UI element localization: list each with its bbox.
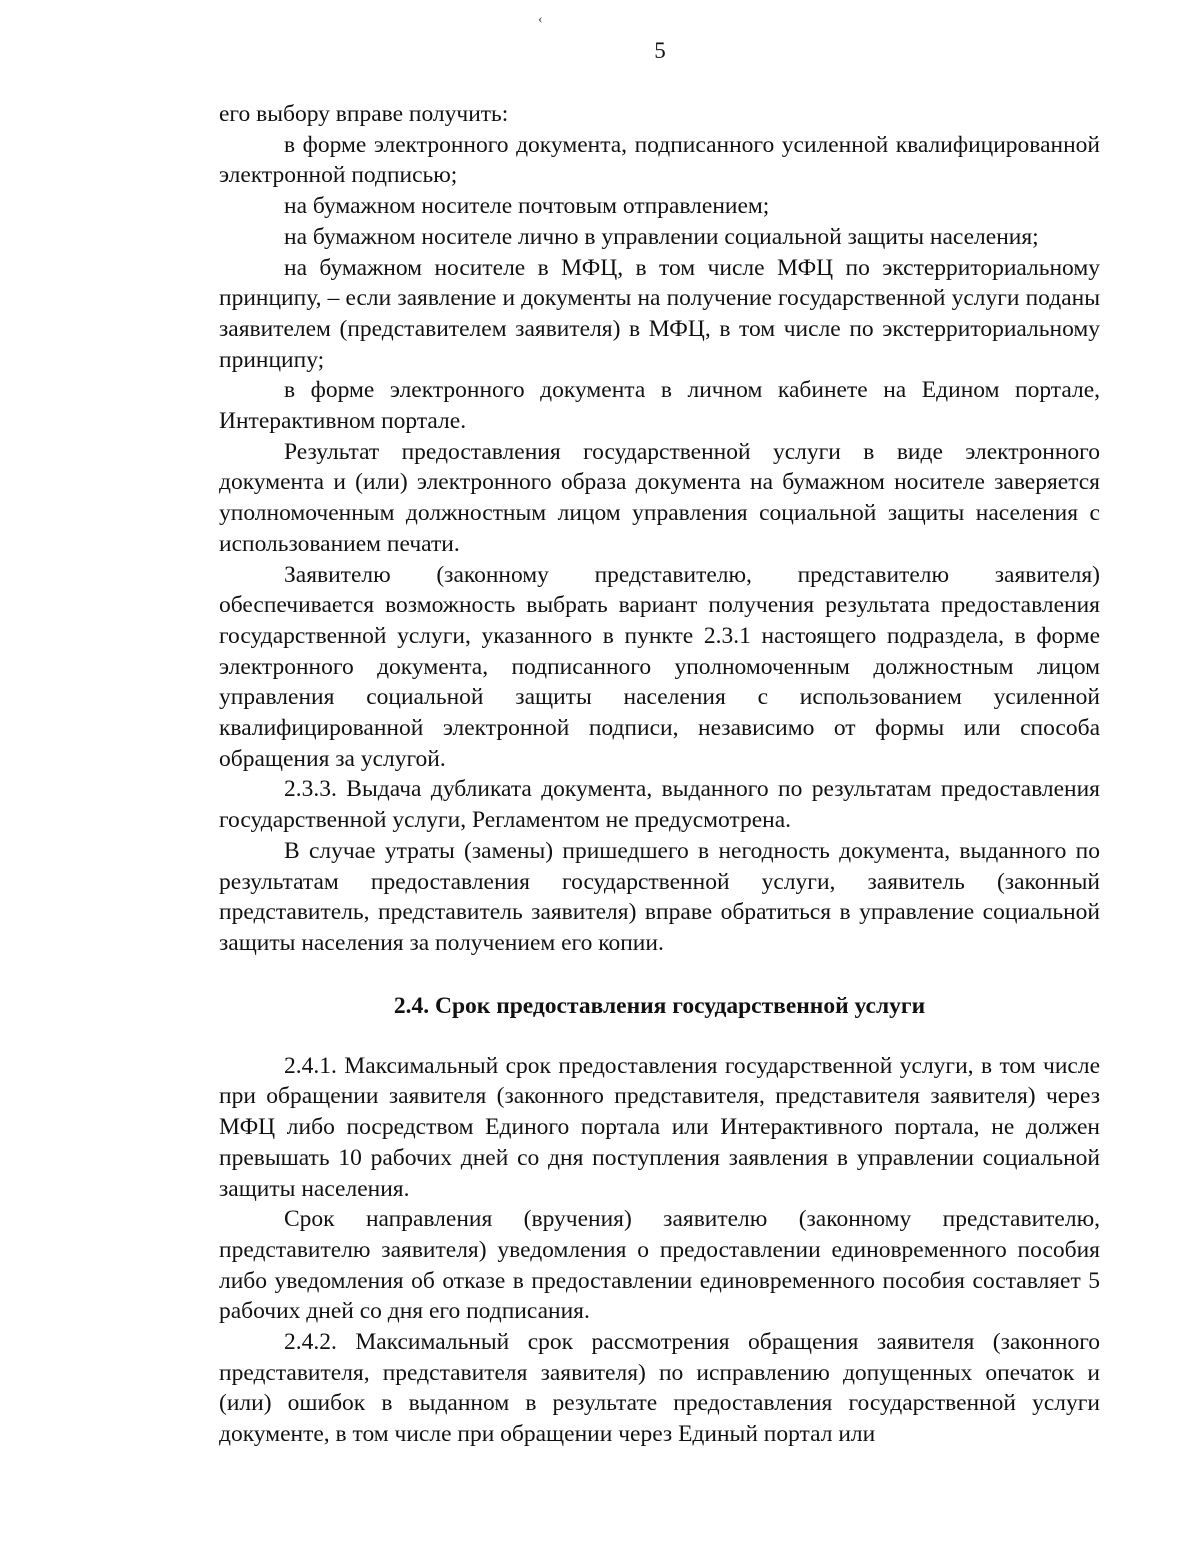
- section-heading: 2.4. Срок предоставления государственной услуги: [393, 992, 926, 1019]
- paragraph: В случае утраты (замены) пришедшего в негодность документа, выданного по результатам предоставления государственной услуги, заявитель (законный представитель, представитель заявителя) вправе обратиться в управление социальной защиты населения за получением его копии.: [219, 837, 1100, 956]
- page-number: 5: [654, 38, 666, 63]
- paragraph: его выбору вправе получить:: [219, 101, 509, 127]
- paragraph: на бумажном носителе в МФЦ, в том числе МФЦ по экстерриториальному принципу, – если заявление и документы на получение государственной услуги поданы заявителем (представителем заявителя) в МФЦ, в том числе по экстерриториальному принципу;: [219, 254, 1100, 373]
- scan-artifact-mark: ‹: [538, 12, 543, 27]
- paragraph: на бумажном носителе почтовым отправлением;: [284, 193, 770, 220]
- paragraph: 2.4.2. Максимальный срок рассмотрения обращения заявителя (законного представителя, представителя заявителя) по исправлению допущенных опечаток и (или) ошибок в выданном в результате предоставления государственной услуги документе, в том числе при обращении через Единый портал или: [219, 1329, 1100, 1448]
- paragraph: в форме электронного документа, подписанного усиленной квалифицированной электронной подписью;: [219, 131, 1100, 189]
- paragraph: Заявителю (законному представителю, представителю заявителя) обеспечивается возможность выбрать вариант получения результата предоставления государственной услуги, указанного в пункте 2.3.1 настоящего подраздела, в форме электронного документа, подписанного уполномоченным должностным лицом управления социальной защиты населения с использованием усиленной квалифицированной электронной подписи, независимо от формы или способа обращения за услугой.: [219, 561, 1100, 772]
- paragraph: 2.3.3. Выдача дубликата документа, выданного по результатам предоставления государственной услуги, Регламентом не предусмотрена.: [219, 776, 1100, 834]
- paragraph: на бумажном носителе лично в управлении социальной защиты населения;: [284, 223, 1039, 250]
- paragraph: в форме электронного документа в личном кабинете на Едином портале, Интерактивном портале.: [219, 377, 1100, 435]
- paragraph: Срок направления (вручения) заявителю (законному представителю, представителю заявителя) уведомления о предоставлении единовременного пособия либо уведомления об отказе в предоставлении единовременного пособия составляет 5 рабочих дней со дня его подписания.: [219, 1206, 1100, 1325]
- paragraph: Результат предоставления государственной услуги в виде электронного документа и (или) электронного образа документа на бумажном носителе заверяется уполномоченным должностным лицом управления социальной защиты населения с использованием печати.: [219, 438, 1100, 557]
- document-body: [219, 99, 1100, 1450]
- paragraph: 2.4.1. Максимальный срок предоставления государственной услуги, в том числе при обращении заявителя (законного представителя, представителя заявителя) через МФЦ либо посредством Единого портала или Интерактивного портала, не должен превышать 10 рабочих дней со дня поступления заявления в управлении социальной защиты населения.: [219, 1052, 1100, 1202]
